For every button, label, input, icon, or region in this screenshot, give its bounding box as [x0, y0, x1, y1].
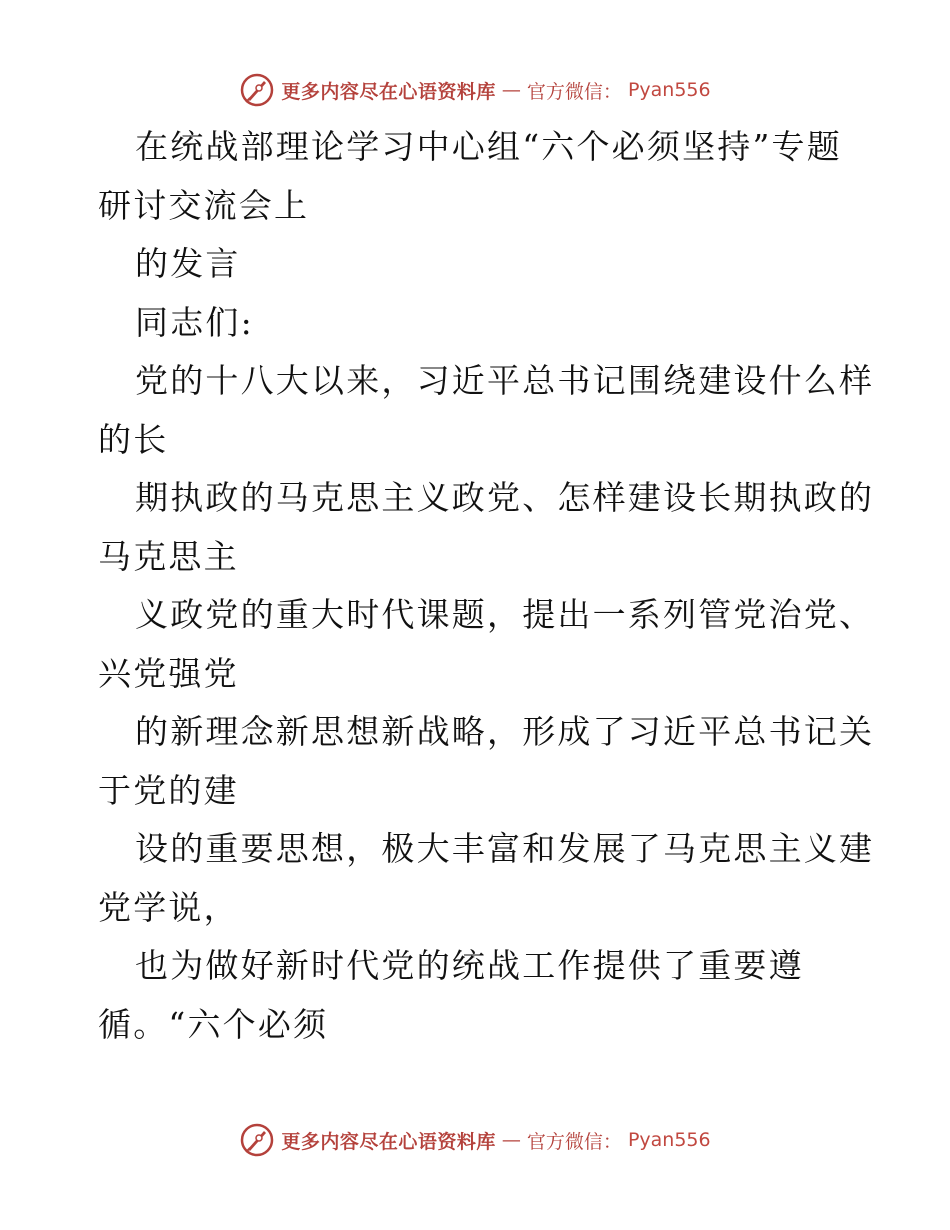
title-line-1: 在统战部理论学习中心组“六个必须坚持”专题 [135, 127, 842, 166]
paragraph-line: 党的十八大以来，习近平总书记围绕建设什么样 [135, 361, 875, 400]
footer-watermark [0, 1120, 950, 1160]
banner-main-text: 更多内容尽在心语资料库 [281, 80, 496, 103]
paragraph-line: 义政党的重大时代课题，提出一系列管党治党、 [135, 595, 875, 634]
paragraph-line: 兴党强党 [98, 653, 239, 693]
paragraph-line: 的新理念新思想新战略，形成了习近平总书记关 [135, 712, 875, 751]
paragraph-line: 期执政的马克思主义政党、怎样建设长期执政的 [135, 478, 875, 517]
banner-separator: — [501, 1129, 521, 1151]
title-line-2: 研讨交流会上 [98, 185, 310, 225]
paragraph-line: 马克思主 [98, 536, 239, 576]
paragraph-line: 的长 [98, 419, 169, 459]
title-line-3: 的发言 [135, 244, 241, 283]
paragraph-line: 于党的建 [98, 770, 239, 810]
paragraph-line: 循。“六个必须 [98, 1004, 329, 1044]
quill-pen-logo-icon [239, 1122, 275, 1158]
banner-wechat-label: 官方微信： [526, 1130, 622, 1153]
banner-wechat-id: Pyan556 [627, 79, 711, 101]
banner-wechat-id: Pyan556 [627, 1129, 711, 1151]
paragraph-line: 设的重要思想，极大丰富和发展了马克思主义建 [135, 829, 875, 868]
paragraph-line: 党学说， [98, 887, 239, 927]
quill-pen-logo-icon [239, 72, 275, 108]
banner-main-text: 更多内容尽在心语资料库 [281, 1130, 496, 1153]
salutation: 同志们: [135, 302, 254, 342]
banner-separator: — [501, 79, 521, 101]
banner-wechat-label: 官方微信： [526, 80, 622, 103]
header-watermark [0, 70, 950, 110]
document-body [98, 118, 875, 1054]
paragraph-line: 也为做好新时代党的统战工作提供了重要遵 [135, 946, 804, 985]
